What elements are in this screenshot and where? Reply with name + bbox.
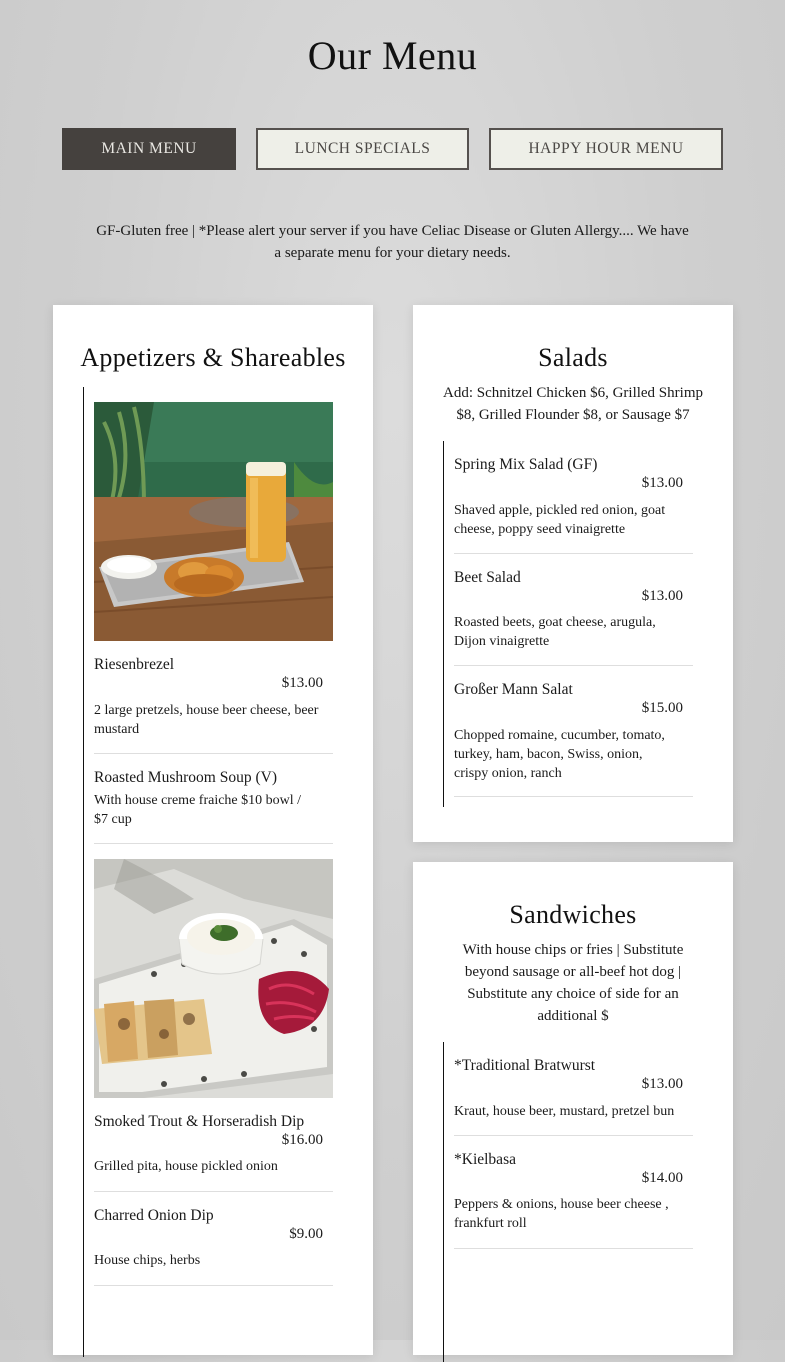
item-name: *Traditional Bratwurst — [454, 1057, 596, 1074]
sandwiches-heading: Sandwiches — [509, 900, 637, 929]
divider — [454, 1135, 693, 1136]
divider — [94, 1285, 333, 1286]
pretzel-beer-photo — [94, 402, 333, 641]
salads-card — [413, 305, 733, 842]
item-price: $16.00 — [281, 1132, 323, 1148]
divider — [454, 553, 693, 554]
item-price: $13.00 — [281, 675, 323, 691]
salads-subtitle: Add: Schnitzel Chicken $6, Grilled Shrimp $8, Grilled Flounder $8, or Sausage $7 — [443, 385, 703, 423]
item-price: $13.00 — [641, 475, 683, 491]
item-description: Roasted beets, goat cheese, arugula, Dijon vinaigrette — [454, 615, 656, 649]
item-description: 2 large pretzels, house beer cheese, beer mustard — [94, 703, 319, 737]
item-name: Spring Mix Salad (GF) — [454, 456, 598, 473]
item-name: Smoked Trout & Horseradish Dip — [94, 1113, 305, 1130]
sandwiches-rule — [443, 1042, 444, 1362]
item-price: $13.00 — [641, 1076, 683, 1092]
trout-dip-photo — [94, 859, 333, 1098]
item-name: Charred Onion Dip — [94, 1207, 214, 1224]
item-name: Großer Mann Salat — [454, 681, 573, 698]
item-name: Riesenbrezel — [94, 656, 175, 673]
item-price: $9.00 — [289, 1226, 323, 1242]
sandwiches-card — [413, 862, 733, 1355]
tab-lunch-specials[interactable]: LUNCH SPECIALS — [256, 128, 469, 170]
item-description: House chips, herbs — [94, 1253, 201, 1268]
divider — [454, 665, 693, 666]
item-name: *Kielbasa — [454, 1151, 516, 1168]
tab-main-menu[interactable]: MAIN MENU — [62, 128, 236, 170]
item-price: $14.00 — [641, 1170, 683, 1186]
tab-happy-hour-menu[interactable]: HAPPY HOUR MENU — [489, 128, 723, 170]
divider — [94, 753, 333, 754]
appetizers-heading: Appetizers & Shareables — [80, 343, 346, 372]
divider — [94, 1191, 333, 1192]
salads-heading: Salads — [538, 343, 608, 372]
item-description: Chopped romaine, cucumber, tomato, turkey, ham, bacon, Swiss, onion, crispy onion, ranch — [454, 728, 665, 781]
item-name: Beet Salad — [454, 569, 521, 586]
item-description: Peppers & onions, house beer cheese , frankfurt roll — [454, 1197, 669, 1231]
dietary-notice: GF-Gluten free | *Please alert your server if you have Celiac Disease or Gluten Allergy.... We have a separate menu for your dietary needs. — [96, 223, 689, 261]
item-price: $13.00 — [641, 588, 683, 604]
item-price: $15.00 — [641, 700, 683, 716]
sandwiches-subtitle: With house chips or fries | Substitute beyond sausage or all-beef hot dog | Substitute any choice of side for an additional $ — [462, 942, 684, 1024]
divider — [94, 843, 333, 844]
item-description: Grilled pita, house pickled onion — [94, 1159, 278, 1174]
page-title: Our Menu — [307, 33, 478, 78]
divider — [454, 796, 693, 797]
item-description: Shaved apple, pickled red onion, goat cheese, poppy seed vinaigrette — [454, 503, 666, 537]
salads-rule — [443, 441, 444, 807]
item-name: Roasted Mushroom Soup (V) — [94, 769, 277, 786]
divider — [454, 1248, 693, 1249]
item-description: Kraut, house beer, mustard, pretzel bun — [454, 1104, 675, 1119]
item-description: With house creme fraiche $10 bowl / $7 cup — [94, 793, 302, 827]
appetizers-rule — [83, 387, 84, 1357]
appetizers-card — [53, 305, 373, 1355]
